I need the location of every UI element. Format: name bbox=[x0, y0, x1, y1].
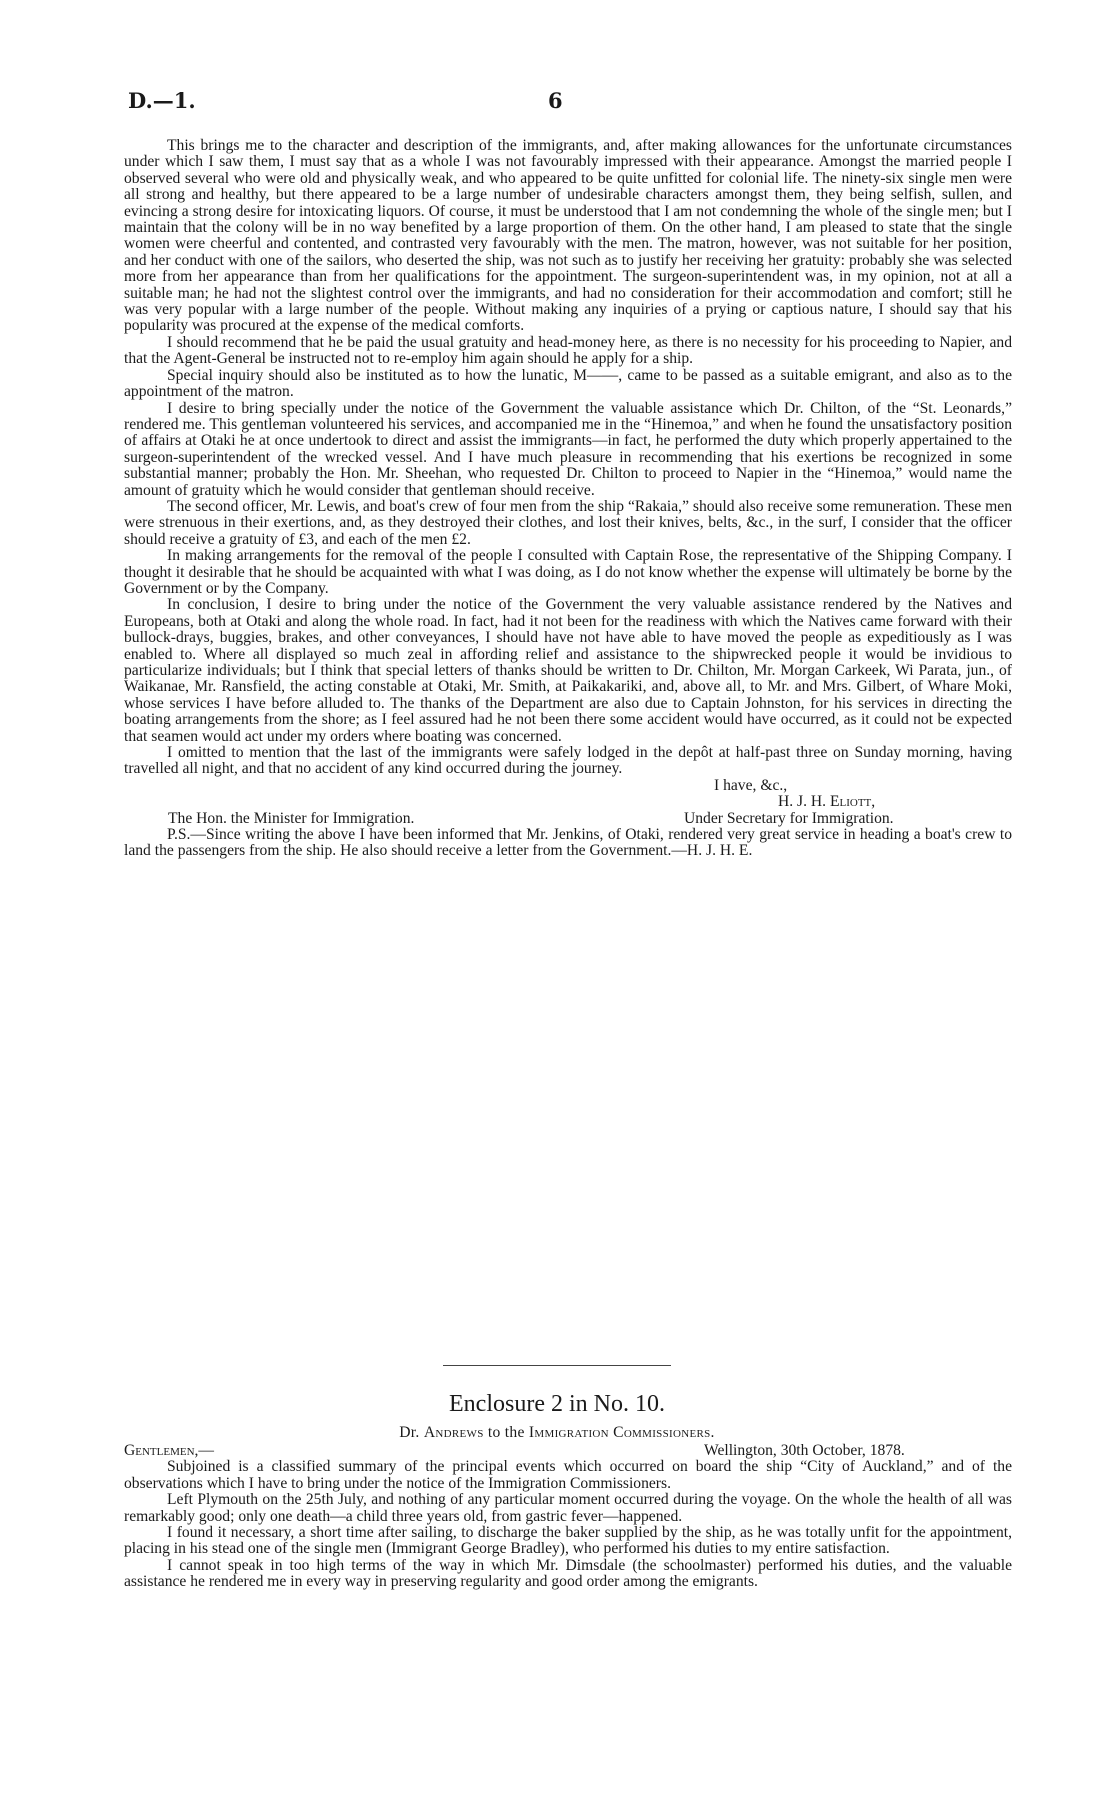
place-date: Wellington, 30th October, 1878. bbox=[704, 1442, 905, 1459]
closing-line: I have, &c., bbox=[714, 776, 788, 794]
signer-title: Under Secretary for Immigration. bbox=[684, 809, 894, 827]
paragraph-conclusion: In conclusion, I desire to bring under the notice of the Government the very valuable assistance rendered by the Natives and Europeans, both at Otaki and along the whole road. In fact, had it not been for the readiness with which the Natives came forward with their bullock-drays, buggies, brakes, and other conveyances, I should have not have able to have moved the people as expeditiously as I was enabled to. Where all displayed so much zeal in affording relief and assistance to the shipwrecked people it would be invidious to particularize individuals; but I think that special letters of thanks should be written to Dr. Chilton, Mr. Morgan Carkeek, Wi Parata, jun., of Waikanae, Mr. Ransfield, the acting constable at Otaki, Mr. Smith, at Paikakariki, and, above all, to Mr. and Mrs. Gilbert, of Whare Moki, whose services I have before alluded to. The thanks of the Department are also due to Captain Johnston, for his services in directing the boating arrangements from the shore; as I feel assured had he not been there some accident would have occurred, as it could not be expected that seamen would act under my orders where boating was concerned. bbox=[124, 596, 1012, 745]
signature: H. J. H. Eliott, bbox=[778, 793, 876, 811]
addressee: The Hon. the Minister for Immigration. bbox=[168, 809, 415, 827]
section-divider bbox=[443, 1365, 671, 1366]
paragraph-captain-rose: In making arrangements for the removal of the people I consulted with Captain Rose, the representative of the Shipping Company. I thought it desirable that he should be acquainted with what I was doing, as I do not know whether the expense will ultimately be borne by the Government or by the Company. bbox=[124, 547, 1012, 597]
salutation-row bbox=[124, 1443, 1012, 1459]
page-number: 6 bbox=[548, 88, 563, 113]
enclosure-paragraph-summary: Subjoined is a classified summary of the principal events which occurred on board the ship “City of Auckland,” and of the observations which I have to bring under the notice of the Immigration Commissioners. bbox=[124, 1458, 1012, 1492]
paragraph-second-officer: The second officer, Mr. Lewis, and boat's crew of four men from the ship “Rakaia,” should also receive some remuneration. These men were strenuous in their exertions, and, as they destroyed their clothes, and lost their knives, belts, &c., in the surf, I consider that the officer should receive a gratuity of £3, and each of the men £2. bbox=[124, 497, 1012, 548]
enclosure-title: Enclosure 2 in No. 10. bbox=[449, 1391, 665, 1417]
paragraph-immigrants-character: This brings me to the character and description of the immigrants, and, after making allowances for the unfortunate circumstances under which I saw them, I must say that as a whole I was not favourably impressed with their appearance. Amongst the married people I observed several who were old and physically weak, and who appeared to be quite unfitted for colonial life. The ninety-six single men were all strong and healthy, but there appeared to be a large number of undesirable characters amongst them, they being selfish, sullen, and evincing a strong desire for intoxicating liquors. Of course, it must be understood that I am not condemning the whole of the single men; but I maintain that the colony will be in no way benefited by a large proportion of them. On the other hand, I am pleased to state that the single women were cheerful and contented, and contrasted very favourably with the men. The matron, however, was not suitable for her position, and her conduct with one of the sailors, who deserted the ship, was not such as to justify her receiving her gratuity: probably she was selected more from her appearance than from her qualifications for the appointment. The surgeon-superintendent was, in my opinion, not at all a suitable man; he had not the slightest control over the immigrants, and had no consideration for their accommodation and comfort; still he was very popular with a large number of the people. Without making any inquiries of a prying or captious nature, I should say that his popularity was procured at the expense of the medical comforts. bbox=[124, 137, 1012, 335]
enclosure-paragraph-baker: I found it necessary, a short time after sailing, to discharge the baker supplied by the ship, as he was totally unfit for the appointment, placing in his stead one of the single men (Immigrant George Bradley), who performed his duties to my entire satisfaction. bbox=[124, 1524, 1012, 1558]
report-continuation bbox=[124, 138, 1012, 860]
enclosure-letter bbox=[124, 1443, 1012, 1591]
enclosure-paragraph-voyage: Left Plymouth on the 25th July, and nothing of any particular moment occurred during the voyage. On the whole the health of all was remarkably good; only one death—a child three years old, from gastric fever—happened. bbox=[124, 1491, 1012, 1525]
salutation: Gentlemen,— bbox=[124, 1442, 215, 1459]
signature-row bbox=[124, 794, 1012, 810]
closing-row bbox=[124, 778, 1012, 794]
postscript: P.S.—Since writing the above I have been informed that Mr. Jenkins, of Otaki, rendered very great service in heading a boat's crew to land the passengers from the ship. He also should receive a letter from the Government.—H. J. H. E. bbox=[124, 826, 1012, 860]
paragraph-surgeon-gratuity: I should recommend that he be paid the usual gratuity and head-money here, as there is no necessity for his proceeding to Napier, and that the Agent-General be instructed not to re-employ him again should he apply for a ship. bbox=[124, 333, 1012, 368]
paragraph-depot: I omitted to mention that the last of the immigrants were safely lodged in the depôt at half-past three on Sunday morning, having travelled all night, and that no accident of any kind occurred during the journey. bbox=[124, 744, 1012, 778]
page-header bbox=[128, 88, 1008, 118]
document-reference: D.—1. bbox=[128, 88, 196, 113]
enclosure-paragraph-schoolmaster: I cannot speak in too high terms of the way in which Mr. Dimsdale (the schoolmaster) performed his duties, and the valuable assistance he rendered me in every way in preserving regularity and good order among the emigrants. bbox=[124, 1556, 1012, 1591]
paragraph-special-inquiry: Special inquiry should also be instituted as to how the lunatic, M——, came to be passed as a suitable emigrant, and also as to the appointment of the matron. bbox=[124, 366, 1012, 401]
addressee-row bbox=[124, 811, 1012, 827]
enclosure-subtitle: Dr. Andrews to the Immigration Commissioners. bbox=[399, 1424, 715, 1441]
paragraph-dr-chilton: I desire to bring specially under the notice of the Government the valuable assistance which Dr. Chilton, of the “St. Leonards,” rendered me. This gentleman volunteered his services, and accompanied me in the “Hinemoa,” and when he found the unsatisfactory position of affairs at Otaki he at once undertook to direct and assist the immigrants—in fact, he performed the duty which properly appertained to the surgeon-superintendent of the wrecked vessel. And I have much pleasure in recommending that his exertions be recognized in some substantial manner; probably the Hon. Mr. Sheehan, who requested Dr. Chilton to proceed to Napier in the “Hinemoa,” would name the amount of gratuity which he would consider that gentleman should receive. bbox=[124, 399, 1012, 499]
